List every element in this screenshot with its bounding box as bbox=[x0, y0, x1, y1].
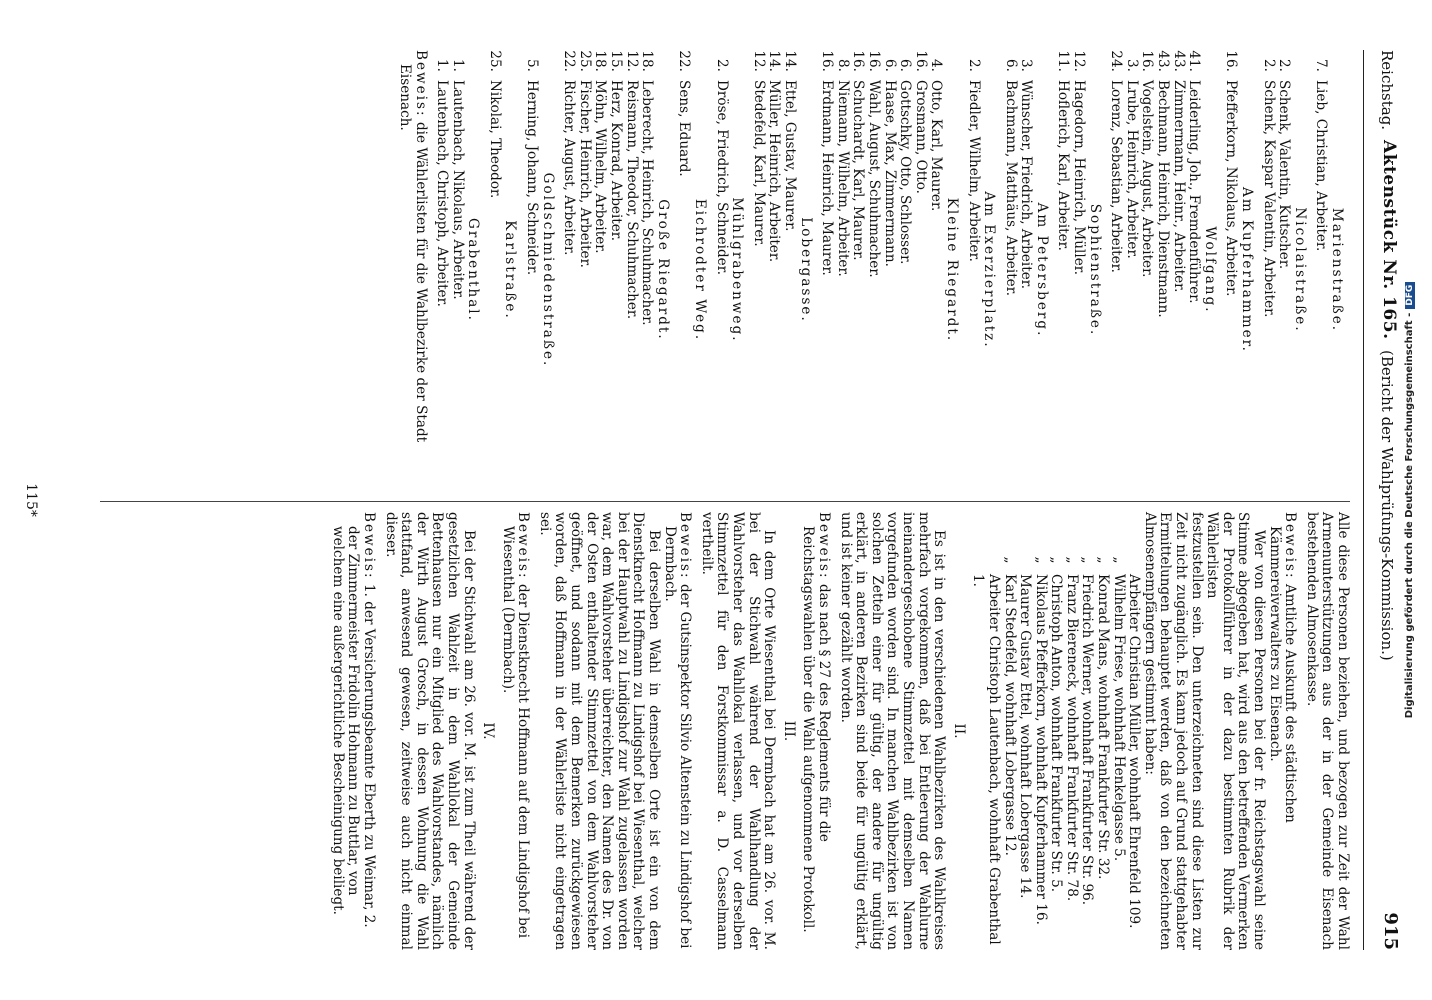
section-numeral: IV. bbox=[480, 722, 497, 740]
voter-text: Arbeiter Christoph Lautenbach, wohnhaft Grabenthal 1. bbox=[970, 574, 1002, 945]
house-number: 16. bbox=[1139, 50, 1156, 72]
person-entry: Möhn, Wilhelm, Arbeiter. bbox=[592, 80, 609, 254]
evidence-note bbox=[800, 512, 831, 950]
section-numeral: III. bbox=[780, 720, 797, 742]
list-item bbox=[1018, 50, 1034, 490]
person-entry: Haase, Max, Zimmermann. bbox=[881, 80, 898, 268]
list-item bbox=[881, 50, 897, 490]
list-item bbox=[524, 50, 540, 490]
evidence-note bbox=[329, 512, 376, 950]
paragraph: Bei derselben Wahl in demselben Orte ist ein von dem Dienstknecht Hoffmann zu Lindigshof bei Wiesenthal, welcher bei der Hauptwahl zu Lindigshof zur Wahl zugelassen worden war, dem Wahlvorsteher überreichter, den Namen des Dr. von der Osten enthaltender Stimmzettel von dem Wahlvorsteher geöffnet, und sodann mit dem Bemerken zurückgewiesen worden, daß Hoffmann in der Wählerliste nicht eingetragen sei. bbox=[536, 512, 663, 950]
ditto-mark: „ bbox=[1079, 556, 1096, 564]
street-heading: Karlstraße. bbox=[502, 220, 519, 320]
person-entry: Wünscher, Friedrich, Arbeiter. bbox=[1018, 80, 1035, 290]
voter-entry bbox=[1095, 512, 1111, 950]
house-number: 2. bbox=[965, 59, 982, 72]
document-page bbox=[16, 20, 1416, 980]
evidence-label: Beweis: bbox=[677, 512, 694, 580]
house-number: 1. bbox=[449, 59, 466, 72]
list-item bbox=[1002, 50, 1018, 490]
person-entry: Gottschky, Otto, Schlosser. bbox=[897, 80, 914, 265]
house-number: 16. bbox=[819, 50, 836, 72]
person-entry: Herz, Konrad, Arbeiter. bbox=[608, 80, 625, 242]
person-entry: Hoflerich, Karl, Arbeiter. bbox=[1055, 80, 1072, 251]
person-entry: Reismann, Theodor, Schuhmacher. bbox=[623, 80, 640, 320]
person-entry: Müller, Heinrich, Arbeiter. bbox=[766, 80, 783, 263]
list-item bbox=[912, 50, 928, 490]
list-item bbox=[1071, 50, 1087, 490]
house-number: 2. bbox=[713, 59, 730, 72]
person-entry: Otto, Karl, Maurer. bbox=[928, 80, 945, 212]
list-item bbox=[965, 50, 981, 490]
voter-entry bbox=[1017, 512, 1033, 950]
list-item bbox=[623, 50, 639, 490]
list-item bbox=[928, 50, 944, 490]
dfg-credit bbox=[1404, 0, 1420, 1000]
list-item bbox=[1154, 50, 1170, 490]
ditto-mark: „ bbox=[1063, 556, 1080, 564]
list-item bbox=[576, 50, 592, 490]
evidence-note bbox=[661, 512, 692, 950]
house-number: 2. bbox=[1260, 59, 1277, 72]
house-number: 22. bbox=[676, 50, 693, 72]
list-item bbox=[1139, 50, 1155, 490]
house-number: 6. bbox=[897, 59, 914, 72]
voter-text: Franz Biereneck, wohnhaft Frankfurter Str. 78. bbox=[1063, 574, 1080, 902]
house-number: 16. bbox=[912, 50, 929, 72]
house-number: 4. bbox=[928, 59, 945, 72]
paragraph: Bei der Stichwahl am 26. vor. M. ist zum Theil während der gesetzlichen Wahlzeit in dem Wahllokal der Gemeinde Bettenhausen nur ein Mitglied des Wahlvorstandes, nämlich der Wirth August Grosch, in dessen Wohnung die Wahl stattfand, anwesend gewesen, zeitweise auch nicht einmal dieser. bbox=[382, 512, 477, 950]
street-heading: Grabenthal. bbox=[465, 218, 482, 322]
voter-text: Wilhelm Friese, wohnhaft Henkelgasse 5. bbox=[1110, 574, 1127, 862]
person-entry: Lautenbach, Christoph, Arbeiter. bbox=[434, 80, 451, 307]
house-number: 18. bbox=[639, 50, 656, 72]
left-column bbox=[396, 50, 1350, 490]
list-item bbox=[1276, 50, 1292, 490]
house-number: 43. bbox=[1170, 50, 1187, 72]
list-item bbox=[766, 50, 782, 490]
page-number: 915 bbox=[1380, 912, 1401, 950]
list-item bbox=[434, 50, 450, 490]
person-entry: Dröse, Friedrich, Schneider. bbox=[713, 80, 730, 276]
house-number: 11. bbox=[1055, 50, 1072, 72]
house-number: 14. bbox=[782, 50, 798, 72]
list-item bbox=[639, 50, 655, 490]
person-entry: Leiderling, Joh., Fremdenführer. bbox=[1186, 80, 1203, 304]
evidence-text: der Dienstknecht Hoffmann auf dem Lindigshof bei Wiesenthal (Dermbach). bbox=[499, 526, 532, 939]
evidence-text: 1. der Versicherungsbeamte Eberth zu Weimar, 2. der Zimmermeister Fridolin Hohmann zu Buttlar, von welchem eine außergerichtliche Bescheinigung beiliegt. bbox=[329, 526, 377, 928]
right-column bbox=[329, 512, 1350, 950]
person-entry: Erdmann, Heinrich, Maurer. bbox=[819, 80, 836, 276]
house-number: 22. bbox=[561, 50, 578, 72]
street-heading: Sophienstraße. bbox=[1086, 203, 1103, 337]
house-number: 2. bbox=[1276, 59, 1293, 72]
evidence-note bbox=[499, 512, 530, 950]
list-item bbox=[834, 50, 850, 490]
evidence-note bbox=[396, 50, 427, 490]
house-number: 6. bbox=[881, 59, 898, 72]
person-entry: Fiedler, Wilhelm, Arbeiter. bbox=[965, 80, 982, 262]
person-entry: Stedefeld, Karl, Maurer. bbox=[750, 80, 767, 247]
evidence-note bbox=[1266, 512, 1297, 950]
person-entry: Leberecht, Heinrich, Schuhmacher. bbox=[639, 80, 656, 326]
house-number: 14. bbox=[766, 50, 783, 72]
person-entry: Bachmann, Matthäus, Arbeiter. bbox=[1002, 80, 1019, 297]
house-number: 12. bbox=[623, 50, 640, 72]
list-item bbox=[1313, 50, 1329, 490]
voter-text: Friedrich Werner, wohnhaft Frankfurter Str. 96. bbox=[1079, 574, 1096, 906]
evidence-text: die Wählerlisten für die Wahlbezirke der Stadt Eisenach. bbox=[396, 64, 429, 443]
house-number: 5. bbox=[524, 59, 541, 72]
ditto-mark bbox=[1017, 546, 1033, 574]
house-number: 3. bbox=[1123, 59, 1140, 72]
house-number: 43. bbox=[1155, 50, 1172, 72]
voter-entry bbox=[1063, 512, 1079, 950]
list-item bbox=[1170, 50, 1186, 490]
person-entry: Lorenz, Sebastian, Arbeiter. bbox=[1108, 80, 1125, 274]
header-left: Reichstag. bbox=[1378, 50, 1396, 131]
house-number: 6. bbox=[1002, 59, 1019, 72]
house-number: 15. bbox=[608, 50, 625, 72]
evidence-label: Beweis: bbox=[816, 512, 832, 580]
person-entry: Lautenbach, Nikolaus, Arbeiter. bbox=[449, 80, 466, 300]
ditto-mark: „ bbox=[1048, 556, 1065, 564]
street-heading: Lobergasse. bbox=[797, 217, 814, 323]
paragraph: In dem Orte Wiesenthal bei Dermbach hat am 26. vor. M. bei der Stichwahl während der Wahlhandlung der Wahlvorsteher das Wahllokal verlassen, und vor derselben Stimmzettel für den Forstkommissar a. D. Casselmann vertheilt. bbox=[698, 512, 778, 950]
list-item bbox=[561, 50, 577, 490]
person-entry: Bechmann, Heinrich, Dienstmann. bbox=[1155, 80, 1172, 318]
evidence-text: der Gutsinspektor Silvio Altenstein zu Lindigshof bei Dermbach. bbox=[661, 526, 694, 949]
list-item bbox=[850, 50, 866, 490]
list-item bbox=[865, 50, 881, 490]
person-entry: Herning, Johann, Schneider. bbox=[524, 80, 541, 276]
header-title: Aktenstück Nr. 165. bbox=[1379, 140, 1399, 340]
person-entry: Lieb, Christian, Arbeiter. bbox=[1313, 80, 1330, 252]
voter-text: Karl Stedefeld, wohnhaft Lobergasse 12. bbox=[1001, 574, 1018, 856]
street-heading: Marienstraße. bbox=[1329, 207, 1345, 333]
house-number: 24. bbox=[1108, 50, 1125, 72]
voter-entry bbox=[1001, 512, 1017, 950]
voter-text: Arbeiter Christian Müller, wohnhaft Ehrenfeld 109. bbox=[1126, 574, 1143, 929]
street-heading: Große Riegardt. bbox=[654, 199, 671, 341]
list-item bbox=[486, 50, 502, 490]
person-entry: Vogelstein, August, Arbeiter. bbox=[1139, 80, 1156, 278]
house-number: 7. bbox=[1313, 59, 1330, 72]
house-number: 8. bbox=[834, 59, 851, 72]
house-number: 25. bbox=[486, 50, 503, 72]
voter-entry bbox=[1048, 512, 1064, 950]
voter-text: Christoph Anton, wohnhaft Frankfurter Str. 5. bbox=[1048, 574, 1065, 893]
voter-text: Maurer Gustav Ettel, wohnhaft Lobergasse 14. bbox=[1017, 574, 1034, 899]
evidence-text: das nach § 27 des Reglements für die Reichstagswahlen über die Wahl aufgenommene Protokoll. bbox=[800, 526, 832, 933]
ditto-mark: „ bbox=[1001, 556, 1018, 564]
list-item bbox=[819, 50, 835, 490]
person-entry: Schenk, Kaspar Valentin, Arbeiter. bbox=[1260, 80, 1277, 318]
street-heading: Am Kupferhammer. bbox=[1239, 187, 1256, 353]
person-entry: Pfefferkorn, Nikolaus, Arbeiter. bbox=[1223, 80, 1240, 297]
dfg-logo: DFG bbox=[1405, 282, 1415, 309]
person-entry: Grosmann, Otto. bbox=[912, 80, 929, 195]
list-item bbox=[781, 50, 797, 490]
street-heading: Eichrodter Weg. bbox=[692, 198, 709, 342]
house-number: 3. bbox=[1018, 59, 1035, 72]
person-entry: Niemann, Wilhelm, Arbeiter. bbox=[834, 80, 851, 277]
street-heading: Am Exerzierplatz. bbox=[981, 191, 998, 349]
person-entry: Schuchardt, Karl, Maurer. bbox=[850, 80, 867, 261]
house-number: 18. bbox=[592, 50, 609, 72]
voter-text: Konrad Mans, wohnhaft Frankfurter Str. 32. bbox=[1095, 574, 1112, 880]
section-numeral: II. bbox=[950, 723, 967, 739]
evidence-label: Beweis: bbox=[1282, 512, 1299, 580]
house-number: 16. bbox=[1223, 50, 1240, 72]
list-item bbox=[1123, 50, 1139, 490]
list-item bbox=[1223, 50, 1239, 490]
person-entry: Schenk, Valentin, Kutscher. bbox=[1276, 80, 1293, 270]
ditto-mark: „ bbox=[1032, 556, 1049, 564]
house-number: 12. bbox=[750, 50, 767, 72]
voter-entry bbox=[1032, 512, 1048, 950]
person-entry: Ettel, Gustav, Maurer. bbox=[782, 80, 798, 232]
street-heading: Wolfgang. bbox=[1201, 226, 1218, 314]
street-heading: Mühlgrabenweg. bbox=[729, 197, 746, 343]
evidence-text: Amtliche Auskunft des städtischen Kämmereiverwalters zu Eisenach. bbox=[1266, 526, 1299, 823]
header-rule bbox=[1363, 50, 1364, 950]
house-number: 25. bbox=[576, 50, 593, 72]
person-entry: Sens, Eduard. bbox=[676, 80, 693, 177]
ditto-mark bbox=[970, 546, 1001, 574]
person-entry: Nikolai, Theodor. bbox=[486, 80, 503, 199]
ditto-mark: „ bbox=[1095, 556, 1112, 564]
list-item bbox=[897, 50, 913, 490]
paragraph: Alle diese Personen beziehen, und bezogen zur Zeit der Wahl Armenunterstützungen aus der in der Gemeinde Eisenach bestehenden Almosenkasse. bbox=[1303, 512, 1351, 950]
list-item bbox=[592, 50, 608, 490]
house-number: 1. bbox=[434, 59, 451, 72]
list-item bbox=[676, 50, 692, 490]
evidence-label: Beweis: bbox=[360, 512, 377, 580]
page-header bbox=[1358, 50, 1404, 950]
voter-entry bbox=[1079, 512, 1095, 950]
header-subtitle: (Bericht der Wahlprüfungs-Kommission.) bbox=[1378, 350, 1396, 661]
evidence-label: Beweis: bbox=[412, 50, 429, 118]
house-number: 16. bbox=[850, 50, 867, 72]
list-item bbox=[1055, 50, 1071, 490]
ditto-mark: „ bbox=[1110, 556, 1127, 564]
paragraph: Wer von diesen Personen bei der fr. Reichstagswahl seine Stimme abgegeben hat, wird aus den betreffenden Vermerken der Protokollführer in der dazu bestimmten Rubrik der Wählerlisten bbox=[1204, 512, 1268, 950]
list-item bbox=[449, 50, 465, 490]
person-entry: Wahl, August, Schuhmacher. bbox=[865, 80, 882, 278]
paragraph: festzustellen sein. Den unterzeichneten sind diese Listen zur Zeit nicht zugänglich. Es kann jedoch auf Grund stattgehabter Ermittelungen behauptet werden, daß von den bezeichneten Almosenempfängern gestimmt haben: bbox=[1141, 512, 1205, 950]
list-item bbox=[713, 50, 729, 490]
street-heading: Goldschmiedenstraße. bbox=[539, 172, 556, 368]
person-entry: Richter, August, Arbeiter. bbox=[561, 80, 578, 256]
voter-text: Nikolaus Pfefferkorn, wohnhaft Kupferhammer 16. bbox=[1032, 574, 1049, 925]
list-item bbox=[607, 50, 623, 490]
voter-entry bbox=[1110, 512, 1126, 950]
street-heading: Am Petersberg. bbox=[1033, 202, 1050, 338]
street-heading: Kleine Riegardt. bbox=[943, 197, 960, 343]
evidence-label: Beweis: bbox=[515, 512, 532, 580]
person-entry: Fischer, Heinrich, Arbeiter. bbox=[576, 80, 593, 268]
credit-text: Digitalisierung gefördert durch die Deutsche Forschungsgemeinschaft - bbox=[1404, 312, 1415, 719]
paragraph: Es ist in den verschiedenen Wahlbezirken des Wahlkreises mehrfach vorgekommen, daß bei Entleerung der Wahlurne ineinandergeschobene Stimmzettel mit demselben Namen vorgefunden worden sind. In manchen Wahlbezirken ist von solchen Zetteln einer für gültig, der andere für ungültig erklärt, in anderen Bezirken sind beide für ungültig erklärt, und ist keiner gezählt worden. bbox=[837, 512, 948, 950]
house-number: 12. bbox=[1071, 50, 1088, 72]
ditto-mark bbox=[1126, 546, 1142, 574]
column-divider bbox=[100, 501, 1350, 502]
person-entry: Hagedorn, Heinrich, Müller. bbox=[1071, 80, 1088, 276]
voter-entry bbox=[970, 512, 1001, 950]
list-item bbox=[1260, 50, 1276, 490]
footer-number: 115* bbox=[23, 483, 39, 517]
person-entry: Lrube, Heinrich, Arbeiter. bbox=[1123, 80, 1140, 259]
list-item bbox=[1186, 50, 1202, 490]
list-item bbox=[1108, 50, 1124, 490]
list-item bbox=[750, 50, 766, 490]
person-entry: Zimmermann, Heinr., Arbeiter. bbox=[1170, 80, 1187, 293]
street-heading: Nicolaistraße. bbox=[1291, 207, 1308, 333]
house-number: 16. bbox=[865, 50, 882, 72]
house-number: 41. bbox=[1186, 50, 1203, 72]
voter-entry bbox=[1126, 512, 1142, 950]
